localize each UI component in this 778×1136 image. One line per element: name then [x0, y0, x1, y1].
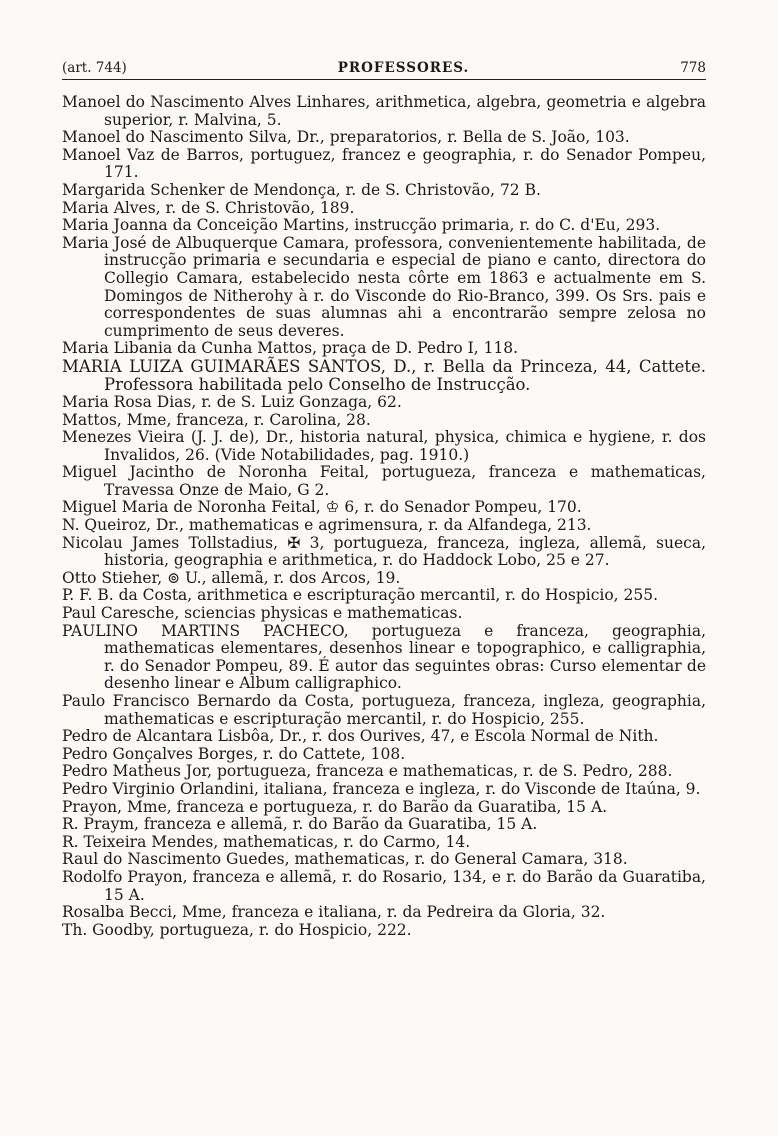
list-item: Maria Joanna da Conceição Martins, instrucção primaria, r. do C. d'Eu, 293. [62, 216, 661, 235]
list-item: Nicolau James Tollstadius, ✠ 3, portugueza, franceza, ingleza, allemã, sueca, historia, geographia e arithmetica, r. do Haddock Lobo, 25 e 27. [62, 533, 706, 570]
list-item: Menezes Vieira (J. J. de), Dr., historia natural, physica, chimica e hygiene, r. dos Invalidos, 26. (Vide Notabilidades, pag. 1910.) [62, 428, 706, 464]
list-item: Pedro Gonçalves Borges, r. do Cattete, 108. [62, 744, 406, 763]
list-item: Maria Libania da Cunha Mattos, praça de D. Pedro I, 118. [62, 339, 519, 358]
list-item: P. F. B. da Costa, arithmetica e escripturação mercantil, r. do Hospicio, 255. [62, 586, 659, 605]
page-title: PROFESSORES. [337, 60, 470, 76]
entry-list [62, 94, 706, 939]
list-item: Maria José de Albuquerque Camara, professora, convenientemente habilitada, de instrucção primaria e secundaria e especial de piano e canto, directora do Collegio Camara, estabelecido nesta côrte em 1863 e actualmente em S. Domingos de Nitherohy à r. do Visconde do Rio-Branco, 399. Os Srs. pais e correspondentes de suas alumnas ahi a encontrarão sempre zelosa no cumprimento de seus deveres. [62, 233, 706, 340]
list-item: Pedro Virginio Orlandini, italiana, franceza e ingleza, r. do Visconde de Itaúna, 9. [62, 779, 701, 798]
list-item: Maria Rosa Dias, r. de S. Luiz Gonzaga, 62. [62, 392, 402, 411]
list-item: Manoel Vaz de Barros, portuguez, francez e geographia, r. do Senador Pompeu, 171. [62, 145, 706, 182]
list-item: R. Teixeira Mendes, mathematicas, r. do Carmo, 14. [62, 832, 471, 851]
article-ref: (art. 744) [62, 60, 127, 76]
list-item: Manoel do Nascimento Alves Linhares, arithmetica, algebra, geometria e algebra superior, r. Malvina, 5. [62, 93, 706, 129]
list-item: Th. Goodby, portugueza, r. do Hospicio, 222. [62, 920, 412, 939]
list-item: R. Praym, franceza e allemã, r. do Barão da Guaratiba, 15 A. [62, 815, 538, 834]
page-header [62, 60, 706, 80]
page-number: 778 [680, 60, 706, 76]
list-item: Mattos, Mme, franceza, r. Carolina, 28. [62, 410, 371, 429]
list-item: Miguel Maria de Noronha Feital, ♔ 6, r. do Senador Pompeu, 170. [62, 498, 582, 517]
list-item: Margarida Schenker de Mendonça, r. de S. Christovão, 72 B. [62, 180, 541, 199]
page [62, 60, 706, 939]
list-item: Pedro Matheus Jor, portugueza, franceza e mathematicas, r. de S. Pedro, 288. [62, 762, 673, 781]
list-item: N. Queiroz, Dr., mathematicas e agrimensura, r. da Alfandega, 213. [62, 516, 592, 535]
list-item: Paul Caresche, sciencias physicas e mathematicas. [62, 604, 463, 623]
list-item: Rosalba Becci, Mme, franceza e italiana, r. da Pedreira da Gloria, 32. [62, 903, 606, 922]
list-item: Manoel do Nascimento Silva, Dr., preparatorios, r. Bella de S. João, 103. [62, 128, 630, 147]
list-item: Raul do Nascimento Guedes, mathematicas, r. do General Camara, 318. [62, 850, 628, 869]
list-item: Rodolfo Prayon, franceza e allemã, r. do Rosario, 134, e r. do Barão da Guaratiba, 15 A. [62, 867, 706, 904]
list-item: Otto Stieher, ⊚ U., allemã, r. dos Arcos, 19. [62, 568, 401, 587]
list-item: Prayon, Mme, franceza e portugueza, r. do Barão da Guaratiba, 15 A. [62, 797, 608, 816]
list-item: Miguel Jacintho de Noronha Feital, portugueza, franceza e mathematicas, Travessa Onze de Maio, G 2. [62, 463, 706, 499]
list-item: Maria Alves, r. de S. Christovão, 189. [62, 198, 355, 217]
list-item: MARIA LUIZA GUIMARÃES SANTOS, D., r. Bella da Princeza, 44, Cattete. Professora habilitada pelo Conselho de Instrucção. [62, 356, 706, 394]
list-item: PAULINO MARTINS PACHECO, portugueza e franceza, geographia, mathematicas elementares, desenhos linear e topographico, e calligraphia, r. do Senador Pompeu, 89. É autor das seguintes obras: Curso elementar de desenho linear e Album calligraphico. [62, 621, 706, 693]
list-item: Pedro de Alcantara Lisbôa, Dr., r. dos Ourives, 47, e Escola Normal de Nith. [62, 727, 659, 746]
list-item: Paulo Francisco Bernardo da Costa, portugueza, franceza, ingleza, geographia, mathematicas e escripturação mercantil, r. do Hospicio, 255. [62, 692, 706, 728]
